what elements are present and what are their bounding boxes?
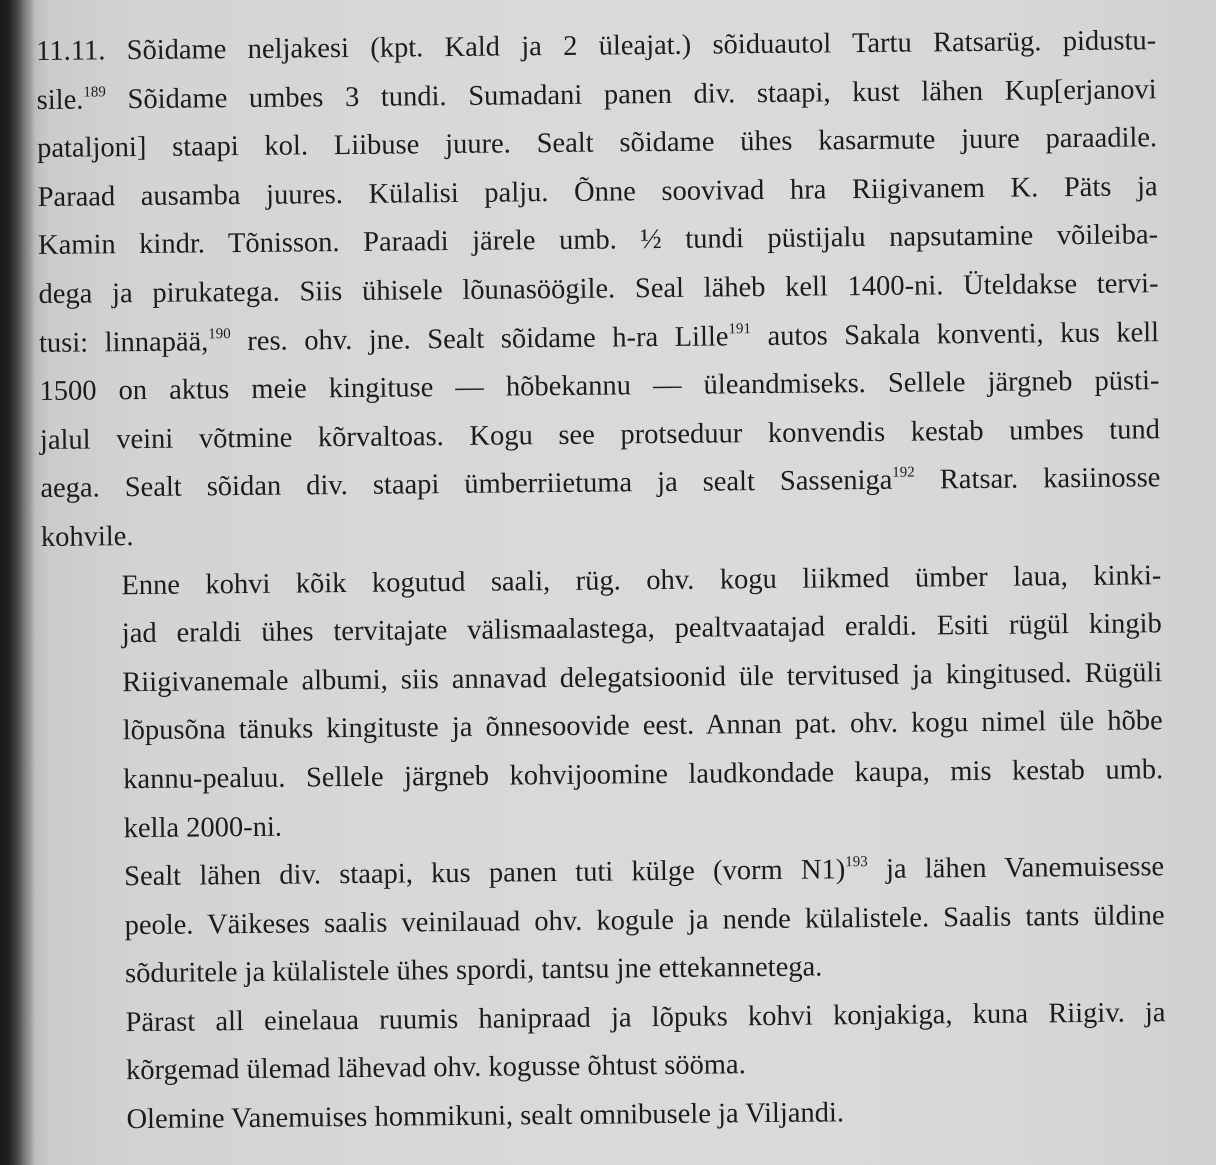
text-line: Sealt lähen div. staapi, kus panen tuti külge (vorm N1)$^{193}$ ja lähen Vanemuisesse	[124, 851, 1165, 893]
text-line: jad eraldi ühes tervitajate välismaalastega, pealtvaatajad eraldi. Esiti rügül kingib	[121, 608, 1162, 650]
text-line: kella 2000-ni.	[123, 811, 283, 844]
text-line: 11.11. Sõidame neljakesi (kpt. Kald ja 2 üleajat.) sõiduautol Tartu Ratsarüg. pidustu-	[36, 25, 1157, 67]
text-line: Kamin kindr. Tõnisson. Paraadi järele umb. ½ tundi püstijalu napsutamine võileiba-	[37, 219, 1159, 262]
paragraph-2	[41, 552, 1164, 854]
footnote-ref: 189	[83, 83, 106, 101]
text-line: sile.$^{189}$ Sõidame umbes 3 tundi. Sumadani panen div. staapi, kust lähen Kup[erjanovi	[36, 73, 1157, 116]
text-line: dega ja pirukatega. Siis ühisele lõunasöögile. Seal läheb kell 1400-ni. Üteldakse tervi-	[38, 268, 1159, 310]
text-line: kõrgemad ülemad lähevad ohv. kogusse õhtust sööma.	[125, 1049, 746, 1087]
text-line: Olemine Vanemuises hommikuni, sealt omnibusele ja Viljandi.	[126, 1097, 845, 1136]
text-line: jalul veini võtmine kõrvaltoas. Kogu see protseduur konvendis kestab umbes tund	[39, 413, 1161, 456]
text-line: kohvile.	[40, 521, 134, 553]
footnote-ref: 192	[892, 464, 915, 482]
paragraph-4	[45, 989, 1166, 1097]
text-line: Pärast all einelaua ruumis hanipraad ja lõpuks kohvi konjakiga, kuna Riigiv. ja	[125, 997, 1166, 1039]
binding-gutter-shadow	[0, 0, 36, 1165]
footnote-ref: 191	[728, 320, 752, 337]
diary-text	[36, 17, 1167, 1145]
text-line: Riigivanemale albumi, siis annavad delegatsioonid üle tervitused ja kingitused. Rügüli	[122, 656, 1163, 698]
text-line: Enne kohvi kõik kogutud saali, rüg. ohv. kogu liikmed ümber laua, kinki-	[121, 559, 1162, 601]
text-line: lõpusõna tänuks kingituste ja õnnesoovide eest. Annan pat. ohv. kogu nimel üle hõbe	[122, 705, 1163, 747]
text-line: aega. Sealt sõidan div. staapi ümberriietuma ja sealt Sasseniga$^{192}$ Ratsar. kasiinosse	[40, 462, 1161, 505]
text-line: tusi: linnapää,$^{190}$ res. ohv. jne. Sealt sõidame h-ra Lille$^{191}$ autos Sakala konventi, kus kell	[38, 316, 1160, 359]
footnote-ref: 190	[208, 325, 231, 342]
text-line: pataljoni] staapi kol. Liibuse juure. Sealt sõidame ühes kasarmute juure paraadile.	[37, 122, 1158, 165]
paragraph-1	[36, 17, 1161, 562]
text-line: Paraad ausamba juures. Külalisi palju. Õnne soovivad hra Riigivanem K. Päts ja	[37, 171, 1158, 213]
text-line: sõduritele ja külalistele ühes spordi, tantsu jne ettekannetega.	[124, 951, 823, 990]
text-line: kannu-pealuu. Sellele järgneb kohvijoomine laudkondade kaupa, mis kestab umb.	[123, 754, 1164, 796]
text-line: 1500 on aktus meie kingituse — hõbekannu — üleandmiseks. Sellele järgneb püsti-	[39, 365, 1160, 408]
footnote-ref: 193	[845, 854, 868, 871]
paragraph-5	[46, 1086, 1166, 1145]
paragraph-3	[44, 843, 1165, 1000]
text-line: peole. Väikeses saalis veinilauad ohv. kogule ja nende külalistele. Saalis tants üldine	[124, 899, 1165, 941]
